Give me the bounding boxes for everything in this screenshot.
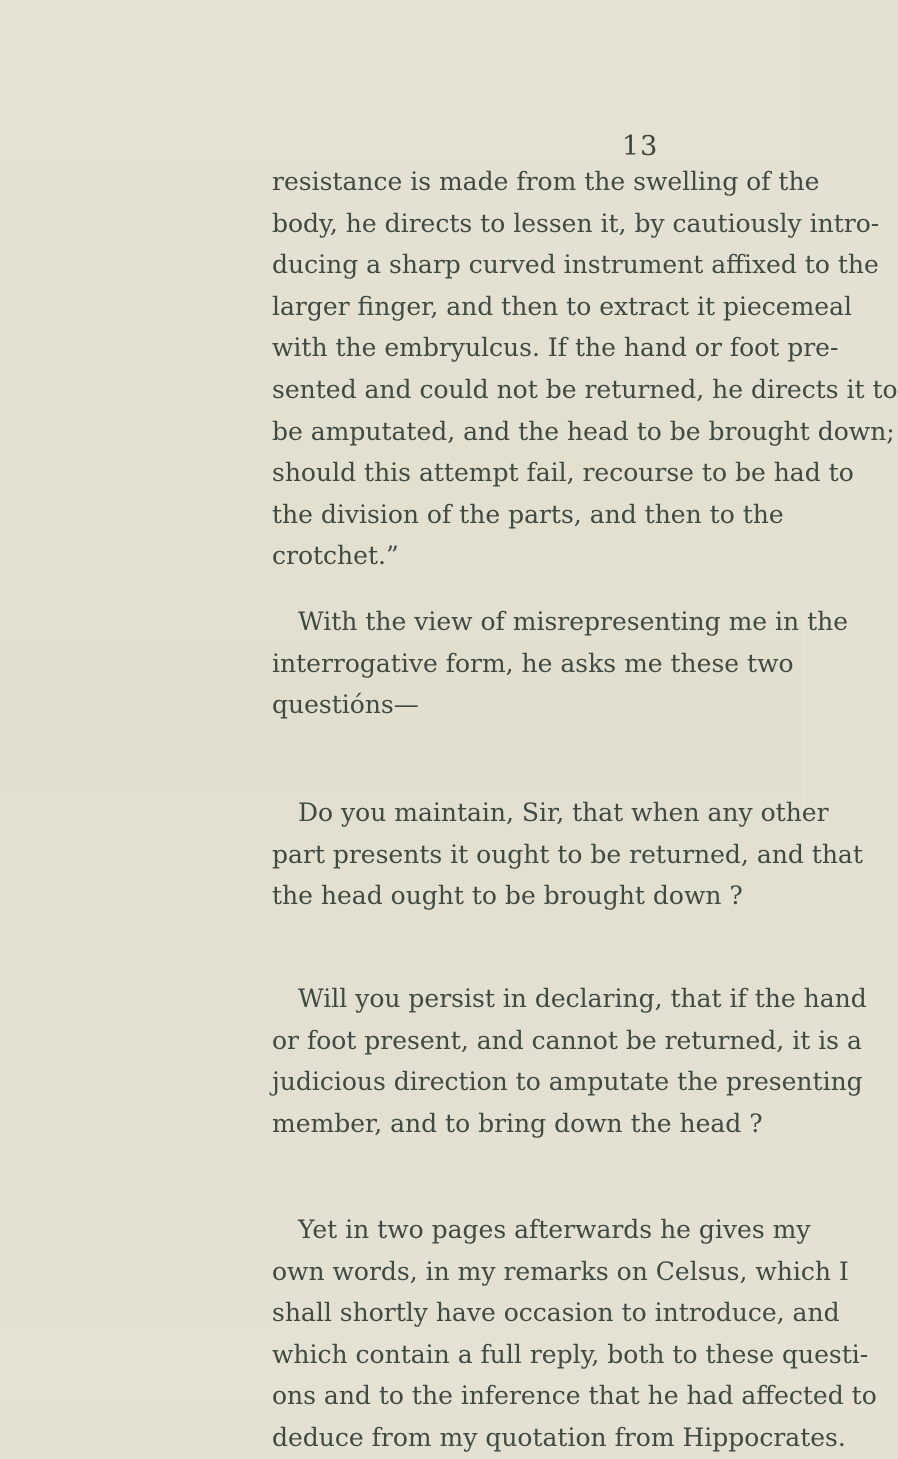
text-line: deduce from my quotation from Hippocrates. bbox=[272, 1422, 846, 1452]
paragraph-2 bbox=[272, 601, 849, 726]
text-line: which contain a full reply, both to these questi- bbox=[272, 1339, 869, 1369]
text-line: ons and to the inference that he had affected to bbox=[272, 1381, 877, 1411]
text-line: judicious direction to amputate the presenting bbox=[272, 1067, 863, 1097]
text-line: resistance is made from the swelling of the bbox=[272, 167, 820, 196]
page-number: 13 bbox=[622, 131, 659, 162]
text-line: or foot present, and cannot be returned, it is a bbox=[272, 1025, 862, 1055]
text-line: should this attempt fail, recourse to be had to bbox=[272, 458, 854, 488]
text-line: own words, in my remarks on Celsus, which I bbox=[272, 1256, 849, 1286]
text-line: Will you persist in declaring, that if the hand bbox=[298, 984, 867, 1013]
text-line: the division of the parts, and then to the bbox=[272, 499, 784, 529]
text-line: Do you maintain, Sir, that when any other bbox=[298, 798, 829, 827]
text-line: crotchet.” bbox=[272, 541, 399, 571]
text-line: the head ought to be brought down ? bbox=[272, 881, 743, 911]
text-line: questións— bbox=[272, 690, 419, 720]
text-line: body, he directs to lessen it, by cautiously intro- bbox=[272, 208, 880, 238]
text-line: ducing a sharp curved instrument affixed to the bbox=[272, 250, 879, 280]
text-line: With the view of misrepresenting me in the bbox=[298, 607, 849, 636]
paragraph-4 bbox=[272, 978, 867, 1144]
text-line: with the embryulcus. If the hand or foot pre- bbox=[272, 333, 839, 363]
text-line: interrogative form, he asks me these two bbox=[272, 648, 794, 678]
text-line: shall shortly have occasion to introduce, and bbox=[272, 1298, 840, 1328]
paragraph-1 bbox=[272, 161, 898, 577]
text-line: larger finger, and then to extract it piecemeal bbox=[272, 291, 852, 321]
paragraph-3 bbox=[272, 792, 863, 917]
text-line: Yet in two pages afterwards he gives my bbox=[298, 1215, 811, 1244]
text-line: be amputated, and the head to be brought down; bbox=[272, 416, 895, 446]
text-line: member, and to bring down the head ? bbox=[272, 1108, 763, 1138]
text-line: sented and could not be returned, he directs it to bbox=[272, 374, 898, 404]
text-line: part presents it ought to be returned, and that bbox=[272, 839, 863, 869]
paragraph-5 bbox=[272, 1209, 877, 1459]
